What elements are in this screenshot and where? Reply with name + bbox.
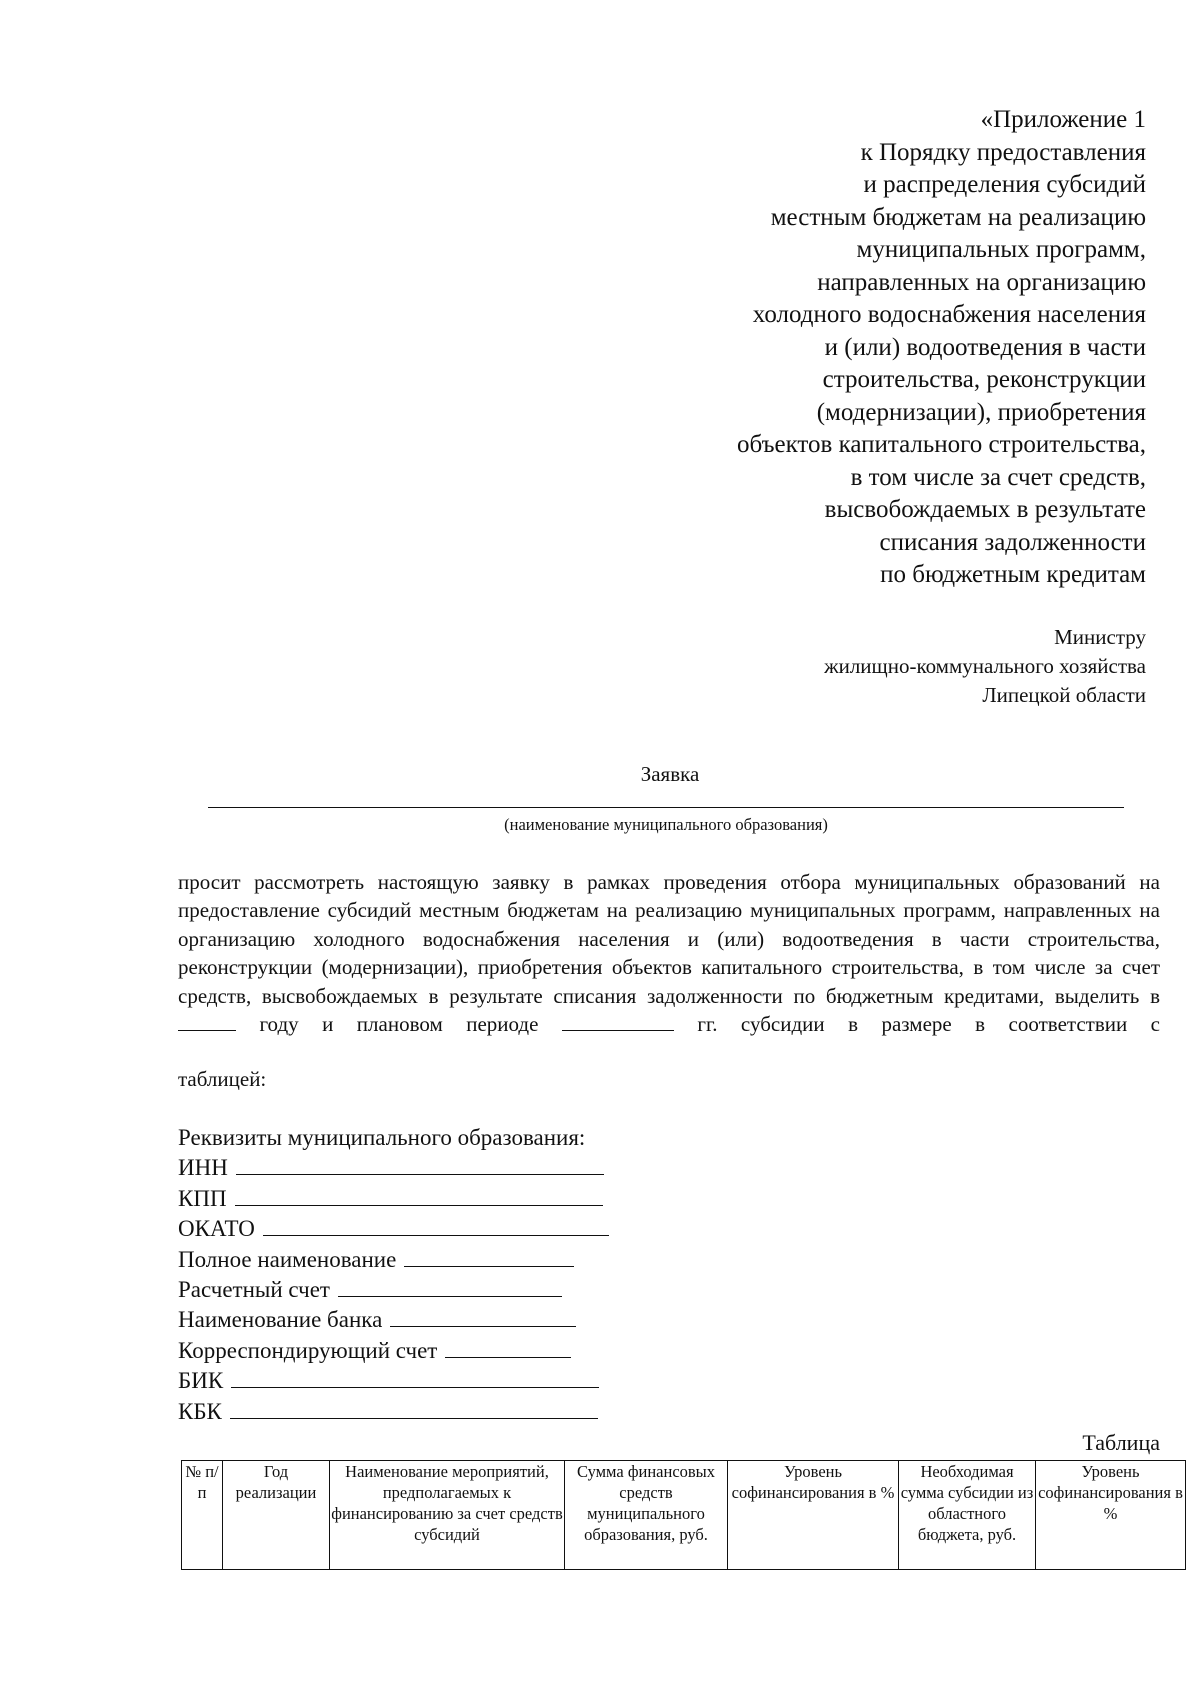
addressee-line: жилищно-коммунального хозяйства (824, 654, 1146, 678)
requisites-block (178, 1124, 609, 1426)
requisite-label: Расчетный счет (178, 1277, 330, 1303)
request-text-part: в (1150, 983, 1160, 1008)
requisite-label: Корреспондирующий счет (178, 1337, 438, 1363)
bank-name-field-line[interactable] (390, 1304, 576, 1327)
requisite-label: Полное наименование (178, 1246, 397, 1272)
requisites-heading: Реквизиты муниципального образования: (178, 1125, 586, 1150)
request-text-part: году и плановом периоде (259, 1012, 539, 1037)
table-header-cell: Сумма финансовых средств муниципального образования, руб. (565, 1461, 728, 1570)
appendix-line: к Порядку предоставления (860, 138, 1146, 166)
requisite-row-account (178, 1274, 609, 1304)
appendix-line: объектов капитального строительства, (736, 431, 1146, 458)
table-header-row (182, 1461, 1186, 1570)
requisite-row-corr-account (178, 1335, 609, 1365)
appendix-line: «Приложение 1 (980, 106, 1146, 133)
kbk-field-line[interactable] (230, 1396, 598, 1419)
addressee-line: Министру (1054, 625, 1146, 649)
appendix-line: по бюджетным кредитам (880, 561, 1146, 588)
municipality-caption: (наименование муниципального образования) (504, 815, 828, 834)
document-title: Заявка (640, 762, 700, 786)
appendix-header (506, 104, 1146, 592)
requisite-row-bik (178, 1365, 609, 1395)
request-text-part: гг. субсидии в размере в соответствии с (697, 1012, 1161, 1037)
appendix-line: направленных на организацию (817, 268, 1146, 296)
municipality-name-line[interactable] (208, 807, 1124, 808)
account-field-line[interactable] (338, 1274, 562, 1297)
appendix-line: местным бюджетам на реализацию (770, 203, 1146, 231)
table-header-cell: Уровень софинансирования в % (1036, 1461, 1186, 1570)
requisite-label: КБК (178, 1398, 222, 1424)
appendix-line: высвобождаемых в результате (824, 496, 1146, 523)
full-name-field-line[interactable] (404, 1244, 574, 1267)
appendix-line: списания задолженности (879, 528, 1146, 556)
appendix-line: в том числе за счет средств, (850, 463, 1146, 491)
requisite-row-kbk (178, 1396, 609, 1426)
table-header-cell: № п/п (182, 1461, 223, 1570)
requisite-label: ОКАТО (178, 1216, 255, 1242)
addressee-block (626, 623, 1146, 710)
planning-period-blank[interactable] (562, 1012, 674, 1031)
bik-field-line[interactable] (231, 1365, 599, 1388)
corr-account-field-line[interactable] (445, 1335, 571, 1358)
table-header-cell: Уровень софинансирования в % (728, 1461, 899, 1570)
appendix-line: холодного водоснабжения населения (752, 301, 1146, 328)
table-header-cell: Необходимая сумма субсидии из областного бюджета, руб. (899, 1461, 1036, 1570)
table-header-cell: Год реализации (223, 1461, 330, 1570)
requisite-label: КПП (178, 1185, 227, 1211)
subsidy-table (181, 1460, 1186, 1570)
appendix-line: и распределения субсидий (863, 171, 1146, 198)
appendix-line: и (или) водоотведения в части (824, 333, 1146, 361)
requisite-row-kpp (178, 1183, 609, 1213)
kpp-field-line[interactable] (235, 1183, 603, 1206)
requisite-row-okato (178, 1213, 609, 1243)
requisite-label: Наименование банка (178, 1307, 383, 1333)
requisite-row-full-name (178, 1244, 609, 1274)
year-blank[interactable] (178, 1012, 236, 1031)
table-header-cell: Наименование мероприятий, предполагаемых к финансированию за счет средств субсидий (330, 1461, 565, 1570)
addressee-line: Липецкой области (982, 683, 1146, 707)
appendix-line: строительства, реконструкции (822, 366, 1146, 393)
request-text: просит рассмотреть настоящую заявку в рамках проведения отбора муниципальных образований на предоставление субсидий местным бюджетам на реализацию муниципальных программ, направленных на организацию холодного водоснабжения населения и (или) водоотведения в части строительства, реконструкции (модернизации), приобретения объектов капитального строительства, в том числе за счет средств, высвобождаемых в результате списания задолженности по бюджетным кредитами, выделить (178, 870, 1160, 1008)
requisite-row-inn (178, 1152, 609, 1182)
appendix-line: (модернизации), приобретения (816, 398, 1146, 426)
request-paragraph (178, 868, 1160, 1038)
requisite-label: БИК (178, 1368, 224, 1394)
request-last-line: таблицей: (178, 1067, 267, 1091)
appendix-line: муниципальных программ, (856, 236, 1146, 263)
requisite-row-bank (178, 1304, 609, 1334)
table-label: Таблица (1082, 1430, 1160, 1455)
requisite-label: ИНН (178, 1155, 228, 1181)
okato-field-line[interactable] (263, 1213, 609, 1236)
inn-field-line[interactable] (236, 1152, 604, 1175)
